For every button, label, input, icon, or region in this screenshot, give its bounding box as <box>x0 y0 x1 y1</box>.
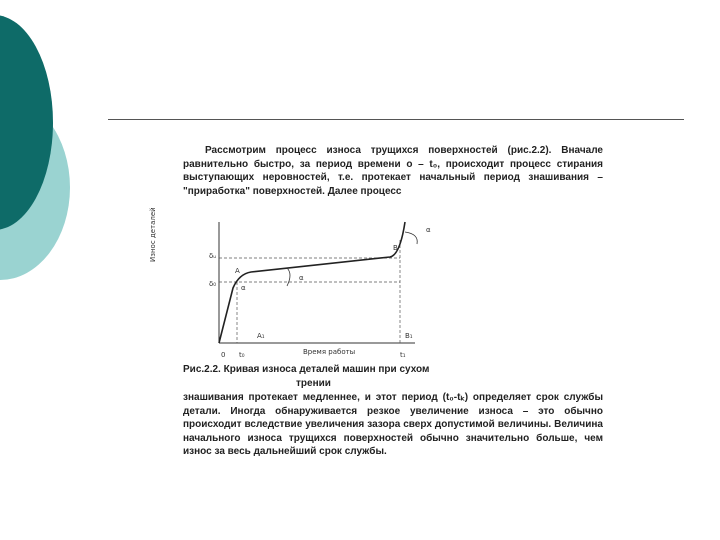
angle-arc-mid <box>287 268 290 286</box>
paragraph-continued: знашивания протекает медленнее, и этот период (t₀-tₖ) определяет срок службы детали. Иногда обнаруживается резкое увеличение износа – это обычно происходит вследствие увеличения зазора сверх допустимой величины. Величина начального износа трущихся поверхностей обычно значительно больше, чем износ за весь дальнейший срок службы. <box>183 392 603 457</box>
angle-arc-b <box>405 232 417 244</box>
label-alpha-b: α <box>426 226 431 234</box>
label-b1: B₁ <box>405 332 413 340</box>
label-delta-0: δ₀ <box>209 280 217 288</box>
top-divider <box>108 119 684 120</box>
label-alpha-mid: α <box>299 274 304 282</box>
x-axis-label: Время работы <box>303 348 356 356</box>
figure-caption-continued: трении <box>296 378 331 389</box>
label-b: B <box>393 244 398 252</box>
label-t1: t₁ <box>400 351 406 359</box>
label-delta-u: δᵤ <box>209 252 217 260</box>
label-a1: A₁ <box>257 332 265 340</box>
label-alpha-start: α <box>241 284 246 292</box>
label-a: A <box>235 267 240 275</box>
paragraph-intro: Рассмотрим процесс износа трущихся поверхностей (рис.2.2). Вначале равнительно быстро, за период времени о – t₀, происходит процесс стирания выступающих неровностей, т.е. протекает начальный период знашивания – "приработка" поверхностей. Далее процесс <box>183 145 603 197</box>
wear-curve-figure <box>149 207 431 365</box>
label-origin: 0 <box>221 351 226 359</box>
figure-caption: Рис.2.2. Кривая износа деталей машин при сухом <box>183 364 430 375</box>
wear-curve <box>219 222 405 343</box>
y-axis-label: Износ деталей <box>149 207 157 262</box>
label-t0: t₀ <box>239 351 245 359</box>
